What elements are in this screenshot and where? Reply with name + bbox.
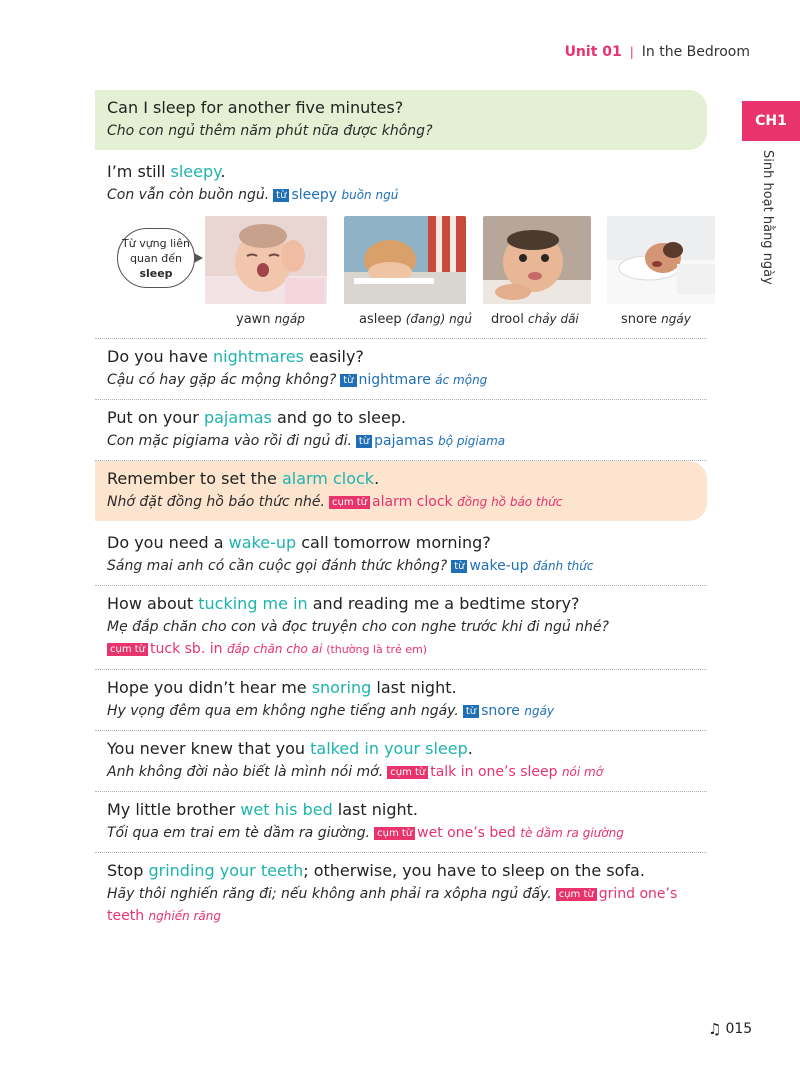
asleep-photo xyxy=(344,216,466,304)
highlight-word: sleepy xyxy=(170,162,221,181)
snore-photo xyxy=(607,216,715,304)
vocab-caption: yawn ngáp xyxy=(236,312,305,327)
vocab-gloss: đồng hồ báo thức xyxy=(457,495,563,509)
english-sentence: Remember to set the alarm clock. xyxy=(107,469,380,488)
highlight-word: snoring xyxy=(311,678,372,697)
phrase-entry xyxy=(95,400,707,461)
related-vocab xyxy=(107,210,695,330)
vocab-gloss: nói mớ xyxy=(561,765,604,779)
page-number: 015 xyxy=(725,1021,753,1037)
phrase-entry xyxy=(95,670,707,731)
word-tag: từ xyxy=(356,435,372,448)
phrase-tag: cụm từ xyxy=(374,827,415,840)
phrase-tag: cụm từ xyxy=(329,496,370,509)
vocab-word: sleepy xyxy=(291,187,338,203)
vietnamese-translation: Con vẫn còn buồn ngủ. từ sleepy buồn ngủ xyxy=(107,187,399,203)
page-header xyxy=(565,44,750,60)
vietnamese-translation: Nhớ đặt đồng hồ báo thức nhé. cụm từ alarm clock đồng hồ báo thức xyxy=(107,494,563,510)
vocab-phrase: tuck sb. in xyxy=(150,641,223,657)
english-sentence: Put on your pajamas and go to sleep. xyxy=(107,408,407,427)
yawn-photo xyxy=(205,216,327,304)
phrase-tag: cụm từ xyxy=(556,888,597,901)
vietnamese-translation: Tối qua em trai em tè dầm ra giường. cụm từ wet one’s bed tè dầm ra giường xyxy=(107,825,624,841)
english-sentence: My little brother wet his bed last night. xyxy=(107,800,418,819)
vocab-phrase: talk in one’s sleep xyxy=(430,764,558,780)
vocab-gloss: bộ pigiama xyxy=(438,434,506,448)
highlight-word: pajamas xyxy=(203,408,272,427)
phrase-tag: cụm từ xyxy=(107,643,148,656)
highlight-word: nightmares xyxy=(213,347,304,366)
vietnamese-translation: Sáng mai anh có cần cuộc gọi đánh thức không? từ wake-up đánh thức xyxy=(107,558,594,574)
vietnamese-translation: Hy vọng đêm qua em không nghe tiếng anh ngáy. từ snore ngáy xyxy=(107,703,555,719)
unit-label: Unit 01 xyxy=(564,44,622,60)
phrase-entry xyxy=(95,90,707,150)
phrase-list xyxy=(95,90,707,935)
english-sentence: I’m still sleepy. xyxy=(107,162,226,181)
chapter-side-label: Sinh hoạt hằng ngày xyxy=(760,150,775,285)
highlight-word: tucking me in xyxy=(198,594,308,613)
vocab-phrase: wet one’s bed xyxy=(417,825,516,841)
vietnamese-translation: Mẹ đắp chăn cho con và đọc truyện cho con nghe trước khi đi ngủ nhé? xyxy=(107,619,609,635)
vocab-gloss: ngáy xyxy=(524,704,555,718)
word-tag: từ xyxy=(273,189,289,202)
vocab-word: pajamas xyxy=(374,433,434,449)
english-sentence: You never knew that you talked in your sleep. xyxy=(107,739,473,758)
word-tag: từ xyxy=(463,705,479,718)
english-sentence: Do you need a wake-up call tomorrow morning? xyxy=(107,533,491,552)
vocab-gloss: tè dầm ra giường xyxy=(520,826,624,840)
chapter-tab: CH1 xyxy=(742,101,800,141)
vietnamese-translation: Cho con ngủ thêm năm phút nữa được không? xyxy=(107,123,433,139)
vietnamese-translation: Cậu có hay gặp ác mộng không? từ nightmare ác mộng xyxy=(107,372,488,388)
vocab-gloss: nghiến răng xyxy=(148,909,222,923)
vocab-word: snore xyxy=(481,703,520,719)
unit-title: In the Bedroom xyxy=(641,44,750,60)
drool-photo xyxy=(483,216,591,304)
header-separator: | xyxy=(629,45,634,59)
phrase-entry xyxy=(95,586,707,670)
phrase-entry xyxy=(95,792,707,853)
vietnamese-translation: Hãy thôi nghiến răng đi; nếu không anh phải ra xôpha ngủ đấy. cụm từ grind one’s teeth nghiến răng xyxy=(107,886,678,924)
highlight-word: wake-up xyxy=(228,533,297,552)
phrase-entry xyxy=(95,853,707,935)
phrase-tag: cụm từ xyxy=(387,766,428,779)
vocab-gloss: ác mộng xyxy=(435,373,488,387)
vocab-line xyxy=(107,638,695,661)
highlight-word: grinding your teeth xyxy=(148,861,304,880)
vocab-caption: drool chảy dãi xyxy=(491,312,579,327)
phrase-entry xyxy=(95,525,707,586)
vocab-word: nightmare xyxy=(358,372,431,388)
phrase-entry xyxy=(95,154,707,339)
vocab-phrase: grind one’s teeth xyxy=(107,886,678,924)
english-sentence: Hope you didn’t hear me snoring last night. xyxy=(107,678,457,697)
phrase-entry xyxy=(95,731,707,792)
highlight-word: alarm clock xyxy=(281,469,375,488)
vietnamese-translation: Con mặc pigiama vào rồi đi ngủ đi. từ pajamas bộ pigiama xyxy=(107,433,506,449)
vocab-gloss: đắp chăn cho ai (thường là trẻ em) xyxy=(226,642,428,656)
vocab-caption: snore ngáy xyxy=(621,312,691,327)
phrase-entry xyxy=(95,461,707,521)
vocab-phrase: alarm clock xyxy=(372,494,453,510)
vocab-gloss: buồn ngủ xyxy=(341,188,399,202)
vietnamese-translation: Anh không đời nào biết là mình nói mớ. cụm từ talk in one’s sleep nói mớ xyxy=(107,764,604,780)
highlight-word: talked in your sleep xyxy=(310,739,468,758)
related-vocab-bubble: Từ vựng liên quan đến sleep xyxy=(117,228,195,288)
phrase-entry xyxy=(95,339,707,400)
english-sentence: How about tucking me in and reading me a bedtime story? xyxy=(107,594,580,613)
vocab-word: wake-up xyxy=(469,558,529,574)
audio-note-icon[interactable]: ♫ xyxy=(708,1020,722,1038)
page-footer xyxy=(708,1020,752,1038)
word-tag: từ xyxy=(451,560,467,573)
english-sentence: Do you have nightmares easily? xyxy=(107,347,364,366)
word-tag: từ xyxy=(340,374,356,387)
vocab-caption: asleep (đang) ngủ xyxy=(359,312,472,327)
english-sentence: Can I sleep for another five minutes? xyxy=(107,98,404,117)
english-sentence: Stop grinding your teeth; otherwise, you have to sleep on the sofa. xyxy=(107,861,645,880)
vocab-gloss: đánh thức xyxy=(532,559,594,573)
highlight-word: wet his bed xyxy=(240,800,333,819)
